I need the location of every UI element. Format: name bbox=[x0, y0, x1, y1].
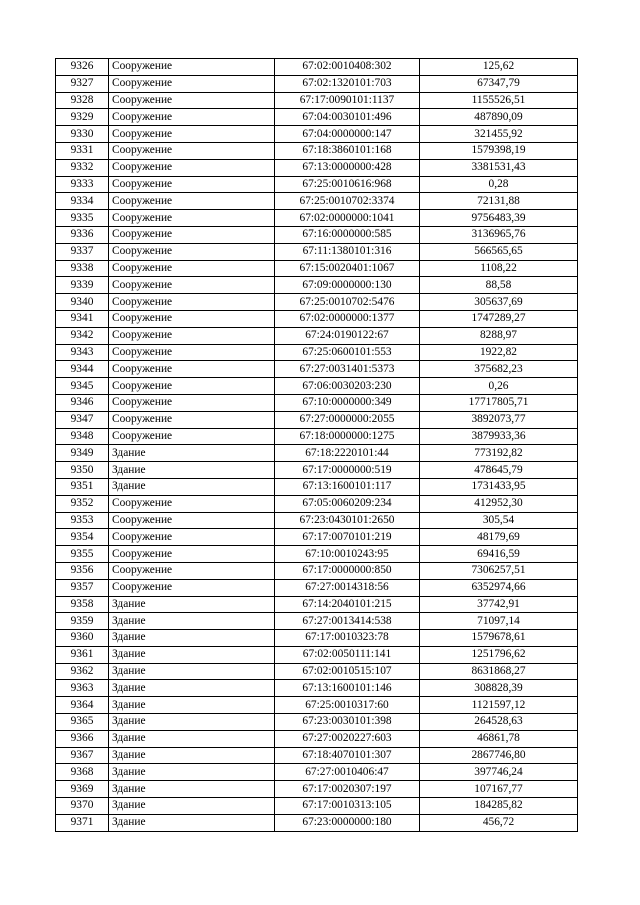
row-number-cell: 9355 bbox=[56, 546, 109, 563]
cadastral-value-cell: 308828,39 bbox=[420, 680, 578, 697]
cadastral-value-cell: 6352974,66 bbox=[420, 579, 578, 596]
table-row bbox=[56, 126, 578, 143]
object-type-cell: Сооружение bbox=[109, 260, 275, 277]
cadastral-number-cell: 67:02:0000000:1377 bbox=[275, 310, 420, 327]
cadastral-number-cell: 67:25:0010317:60 bbox=[275, 697, 420, 714]
row-number-cell: 9336 bbox=[56, 226, 109, 243]
table-row bbox=[56, 596, 578, 613]
cadastral-value-cell: 412952,30 bbox=[420, 495, 578, 512]
table-row bbox=[56, 462, 578, 479]
row-number-cell: 9364 bbox=[56, 697, 109, 714]
cadastral-number-cell: 67:27:0010406:47 bbox=[275, 764, 420, 781]
cadastral-number-cell: 67:27:0020227:603 bbox=[275, 730, 420, 747]
table-row bbox=[56, 378, 578, 395]
cadastral-value-cell: 8631868,27 bbox=[420, 663, 578, 680]
row-number-cell: 9338 bbox=[56, 260, 109, 277]
object-type-cell: Здание bbox=[109, 798, 275, 815]
row-number-cell: 9360 bbox=[56, 630, 109, 647]
object-type-cell: Здание bbox=[109, 630, 275, 647]
object-type-cell: Сооружение bbox=[109, 310, 275, 327]
row-number-cell: 9369 bbox=[56, 781, 109, 798]
cadastral-number-cell: 67:23:0000000:180 bbox=[275, 814, 420, 831]
cadastral-number-cell: 67:17:0010323:78 bbox=[275, 630, 420, 647]
cadastral-number-cell: 67:25:0010702:3374 bbox=[275, 193, 420, 210]
row-number-cell: 9330 bbox=[56, 126, 109, 143]
row-number-cell: 9328 bbox=[56, 92, 109, 109]
object-type-cell: Здание bbox=[109, 663, 275, 680]
cadastral-value-cell: 456,72 bbox=[420, 814, 578, 831]
table-row bbox=[56, 411, 578, 428]
cadastral-number-cell: 67:02:1320101:703 bbox=[275, 75, 420, 92]
table-row bbox=[56, 529, 578, 546]
cadastral-number-cell: 67:17:0020307:197 bbox=[275, 781, 420, 798]
cadastral-value-cell: 1251796,62 bbox=[420, 646, 578, 663]
cadastral-value-cell: 1108,22 bbox=[420, 260, 578, 277]
cadastral-number-cell: 67:17:0000000:519 bbox=[275, 462, 420, 479]
cadastral-number-cell: 67:13:1600101:146 bbox=[275, 680, 420, 697]
object-type-cell: Сооружение bbox=[109, 361, 275, 378]
row-number-cell: 9339 bbox=[56, 277, 109, 294]
cadastral-number-cell: 67:05:0060209:234 bbox=[275, 495, 420, 512]
cadastral-number-cell: 67:06:0030203:230 bbox=[275, 378, 420, 395]
object-type-cell: Здание bbox=[109, 596, 275, 613]
cadastral-number-cell: 67:17:0090101:1137 bbox=[275, 92, 420, 109]
table-row bbox=[56, 344, 578, 361]
table-row bbox=[56, 294, 578, 311]
cadastral-number-cell: 67:04:0000000:147 bbox=[275, 126, 420, 143]
object-type-cell: Здание bbox=[109, 814, 275, 831]
object-type-cell: Сооружение bbox=[109, 562, 275, 579]
cadastral-value-cell: 375682,23 bbox=[420, 361, 578, 378]
table-row bbox=[56, 428, 578, 445]
object-type-cell: Сооружение bbox=[109, 529, 275, 546]
cadastral-value-cell: 88,58 bbox=[420, 277, 578, 294]
cadastral-value-cell: 1731433,95 bbox=[420, 478, 578, 495]
table-row bbox=[56, 243, 578, 260]
object-type-cell: Здание bbox=[109, 613, 275, 630]
cadastral-value-cell: 305637,69 bbox=[420, 294, 578, 311]
cadastral-number-cell: 67:02:0010515:107 bbox=[275, 663, 420, 680]
object-type-cell: Сооружение bbox=[109, 75, 275, 92]
cadastral-number-cell: 67:27:0031401:5373 bbox=[275, 361, 420, 378]
cadastral-number-cell: 67:17:0000000:850 bbox=[275, 562, 420, 579]
table-row bbox=[56, 747, 578, 764]
cadastral-value-cell: 3892073,77 bbox=[420, 411, 578, 428]
cadastral-number-cell: 67:18:2220101:44 bbox=[275, 445, 420, 462]
row-number-cell: 9341 bbox=[56, 310, 109, 327]
cadastral-number-cell: 67:17:0010313:105 bbox=[275, 798, 420, 815]
row-number-cell: 9357 bbox=[56, 579, 109, 596]
cadastral-number-cell: 67:13:0000000:428 bbox=[275, 159, 420, 176]
object-type-cell: Здание bbox=[109, 462, 275, 479]
object-type-cell: Сооружение bbox=[109, 512, 275, 529]
object-type-cell: Сооружение bbox=[109, 495, 275, 512]
object-type-cell: Сооружение bbox=[109, 579, 275, 596]
cadastral-number-cell: 67:25:0600101:553 bbox=[275, 344, 420, 361]
cadastral-value-cell: 69416,59 bbox=[420, 546, 578, 563]
row-number-cell: 9348 bbox=[56, 428, 109, 445]
cadastral-value-cell: 487890,09 bbox=[420, 109, 578, 126]
cadastral-value-cell: 1579398,19 bbox=[420, 142, 578, 159]
cadastral-value-cell: 478645,79 bbox=[420, 462, 578, 479]
row-number-cell: 9347 bbox=[56, 411, 109, 428]
row-number-cell: 9368 bbox=[56, 764, 109, 781]
row-number-cell: 9365 bbox=[56, 714, 109, 731]
table-row bbox=[56, 562, 578, 579]
cadastral-value-cell: 397746,24 bbox=[420, 764, 578, 781]
row-number-cell: 9345 bbox=[56, 378, 109, 395]
table-row bbox=[56, 59, 578, 76]
object-type-cell: Здание bbox=[109, 714, 275, 731]
table-row bbox=[56, 680, 578, 697]
table-row bbox=[56, 109, 578, 126]
cadastral-value-cell: 17717805,71 bbox=[420, 394, 578, 411]
table-row bbox=[56, 546, 578, 563]
cadastral-value-cell: 305,54 bbox=[420, 512, 578, 529]
row-number-cell: 9344 bbox=[56, 361, 109, 378]
cadastral-value-cell: 125,62 bbox=[420, 59, 578, 76]
table-row bbox=[56, 75, 578, 92]
cadastral-value-cell: 1747289,27 bbox=[420, 310, 578, 327]
table-row bbox=[56, 814, 578, 831]
row-number-cell: 9349 bbox=[56, 445, 109, 462]
table-row bbox=[56, 613, 578, 630]
cadastral-value-cell: 773192,82 bbox=[420, 445, 578, 462]
object-type-cell: Сооружение bbox=[109, 159, 275, 176]
object-type-cell: Сооружение bbox=[109, 210, 275, 227]
cadastral-value-cell: 3136965,76 bbox=[420, 226, 578, 243]
cadastral-value-cell: 7306257,51 bbox=[420, 562, 578, 579]
object-type-cell: Здание bbox=[109, 781, 275, 798]
cadastral-number-cell: 67:23:0030101:398 bbox=[275, 714, 420, 731]
object-type-cell: Здание bbox=[109, 730, 275, 747]
table-row bbox=[56, 310, 578, 327]
cadastral-value-cell: 107167,77 bbox=[420, 781, 578, 798]
object-type-cell: Сооружение bbox=[109, 344, 275, 361]
cadastral-value-cell: 67347,79 bbox=[420, 75, 578, 92]
table-row bbox=[56, 798, 578, 815]
table-row bbox=[56, 764, 578, 781]
row-number-cell: 9335 bbox=[56, 210, 109, 227]
row-number-cell: 9352 bbox=[56, 495, 109, 512]
cadastral-number-cell: 67:10:0010243:95 bbox=[275, 546, 420, 563]
object-type-cell: Сооружение bbox=[109, 59, 275, 76]
table-row bbox=[56, 176, 578, 193]
table-row bbox=[56, 697, 578, 714]
cadastral-value-cell: 3879933,36 bbox=[420, 428, 578, 445]
cadastral-number-cell: 67:02:0010408:302 bbox=[275, 59, 420, 76]
table-row bbox=[56, 512, 578, 529]
cadastral-number-cell: 67:25:0010702:5476 bbox=[275, 294, 420, 311]
registry-table bbox=[55, 58, 578, 832]
cadastral-value-cell: 72131,88 bbox=[420, 193, 578, 210]
row-number-cell: 9340 bbox=[56, 294, 109, 311]
row-number-cell: 9343 bbox=[56, 344, 109, 361]
table-row bbox=[56, 445, 578, 462]
row-number-cell: 9371 bbox=[56, 814, 109, 831]
cadastral-number-cell: 67:27:0000000:2055 bbox=[275, 411, 420, 428]
row-number-cell: 9363 bbox=[56, 680, 109, 697]
table-row bbox=[56, 730, 578, 747]
row-number-cell: 9350 bbox=[56, 462, 109, 479]
table-row bbox=[56, 260, 578, 277]
row-number-cell: 9326 bbox=[56, 59, 109, 76]
cadastral-number-cell: 67:15:0020401:1067 bbox=[275, 260, 420, 277]
cadastral-number-cell: 67:17:0070101:219 bbox=[275, 529, 420, 546]
object-type-cell: Здание bbox=[109, 747, 275, 764]
cadastral-value-cell: 2867746,80 bbox=[420, 747, 578, 764]
cadastral-value-cell: 0,26 bbox=[420, 378, 578, 395]
object-type-cell: Сооружение bbox=[109, 92, 275, 109]
cadastral-value-cell: 48179,69 bbox=[420, 529, 578, 546]
cadastral-number-cell: 67:10:0000000:349 bbox=[275, 394, 420, 411]
cadastral-number-cell: 67:16:0000000:585 bbox=[275, 226, 420, 243]
cadastral-value-cell: 184285,82 bbox=[420, 798, 578, 815]
row-number-cell: 9353 bbox=[56, 512, 109, 529]
object-type-cell: Здание bbox=[109, 680, 275, 697]
cadastral-number-cell: 67:18:0000000:1275 bbox=[275, 428, 420, 445]
cadastral-value-cell: 9756483,39 bbox=[420, 210, 578, 227]
object-type-cell: Сооружение bbox=[109, 411, 275, 428]
row-number-cell: 9337 bbox=[56, 243, 109, 260]
table-row bbox=[56, 579, 578, 596]
row-number-cell: 9333 bbox=[56, 176, 109, 193]
object-type-cell: Здание bbox=[109, 445, 275, 462]
cadastral-value-cell: 37742,91 bbox=[420, 596, 578, 613]
table-row bbox=[56, 630, 578, 647]
table-row bbox=[56, 142, 578, 159]
cadastral-value-cell: 1155526,51 bbox=[420, 92, 578, 109]
cadastral-value-cell: 1922,82 bbox=[420, 344, 578, 361]
row-number-cell: 9370 bbox=[56, 798, 109, 815]
row-number-cell: 9361 bbox=[56, 646, 109, 663]
cadastral-value-cell: 566565,65 bbox=[420, 243, 578, 260]
row-number-cell: 9356 bbox=[56, 562, 109, 579]
cadastral-number-cell: 67:25:0010616:968 bbox=[275, 176, 420, 193]
cadastral-number-cell: 67:14:2040101:215 bbox=[275, 596, 420, 613]
cadastral-number-cell: 67:13:1600101:117 bbox=[275, 478, 420, 495]
table-row bbox=[56, 495, 578, 512]
row-number-cell: 9331 bbox=[56, 142, 109, 159]
row-number-cell: 9358 bbox=[56, 596, 109, 613]
table-row bbox=[56, 663, 578, 680]
cadastral-value-cell: 1121597,12 bbox=[420, 697, 578, 714]
table-row bbox=[56, 193, 578, 210]
table-row bbox=[56, 394, 578, 411]
object-type-cell: Здание bbox=[109, 697, 275, 714]
object-type-cell: Сооружение bbox=[109, 378, 275, 395]
object-type-cell: Сооружение bbox=[109, 243, 275, 260]
row-number-cell: 9334 bbox=[56, 193, 109, 210]
object-type-cell: Сооружение bbox=[109, 394, 275, 411]
row-number-cell: 9329 bbox=[56, 109, 109, 126]
object-type-cell: Здание bbox=[109, 478, 275, 495]
object-type-cell: Здание bbox=[109, 646, 275, 663]
registry-table-body bbox=[56, 59, 578, 832]
table-row bbox=[56, 159, 578, 176]
row-number-cell: 9359 bbox=[56, 613, 109, 630]
row-number-cell: 9362 bbox=[56, 663, 109, 680]
row-number-cell: 9342 bbox=[56, 327, 109, 344]
object-type-cell: Сооружение bbox=[109, 109, 275, 126]
table-row bbox=[56, 327, 578, 344]
row-number-cell: 9346 bbox=[56, 394, 109, 411]
row-number-cell: 9327 bbox=[56, 75, 109, 92]
table-row bbox=[56, 646, 578, 663]
object-type-cell: Сооружение bbox=[109, 176, 275, 193]
object-type-cell: Сооружение bbox=[109, 226, 275, 243]
table-row bbox=[56, 361, 578, 378]
cadastral-number-cell: 67:18:4070101:307 bbox=[275, 747, 420, 764]
cadastral-number-cell: 67:27:0013414:538 bbox=[275, 613, 420, 630]
cadastral-number-cell: 67:24:0190122:67 bbox=[275, 327, 420, 344]
cadastral-number-cell: 67:04:0030101:496 bbox=[275, 109, 420, 126]
cadastral-value-cell: 8288,97 bbox=[420, 327, 578, 344]
object-type-cell: Сооружение bbox=[109, 193, 275, 210]
object-type-cell: Сооружение bbox=[109, 126, 275, 143]
cadastral-value-cell: 321455,92 bbox=[420, 126, 578, 143]
cadastral-number-cell: 67:02:0050111:141 bbox=[275, 646, 420, 663]
cadastral-number-cell: 67:23:0430101:2650 bbox=[275, 512, 420, 529]
object-type-cell: Сооружение bbox=[109, 327, 275, 344]
cadastral-number-cell: 67:09:0000000:130 bbox=[275, 277, 420, 294]
object-type-cell: Сооружение bbox=[109, 277, 275, 294]
object-type-cell: Здание bbox=[109, 764, 275, 781]
cadastral-value-cell: 46861,78 bbox=[420, 730, 578, 747]
object-type-cell: Сооружение bbox=[109, 142, 275, 159]
cadastral-number-cell: 67:02:0000000:1041 bbox=[275, 210, 420, 227]
cadastral-value-cell: 71097,14 bbox=[420, 613, 578, 630]
cadastral-value-cell: 264528,63 bbox=[420, 714, 578, 731]
table-row bbox=[56, 226, 578, 243]
table-row bbox=[56, 92, 578, 109]
object-type-cell: Сооружение bbox=[109, 546, 275, 563]
table-row bbox=[56, 277, 578, 294]
object-type-cell: Сооружение bbox=[109, 294, 275, 311]
row-number-cell: 9366 bbox=[56, 730, 109, 747]
row-number-cell: 9351 bbox=[56, 478, 109, 495]
table-row bbox=[56, 210, 578, 227]
cadastral-number-cell: 67:27:0014318:56 bbox=[275, 579, 420, 596]
table-row bbox=[56, 478, 578, 495]
cadastral-value-cell: 3381531,43 bbox=[420, 159, 578, 176]
row-number-cell: 9354 bbox=[56, 529, 109, 546]
object-type-cell: Сооружение bbox=[109, 428, 275, 445]
table-row bbox=[56, 714, 578, 731]
row-number-cell: 9332 bbox=[56, 159, 109, 176]
cadastral-value-cell: 1579678,61 bbox=[420, 630, 578, 647]
row-number-cell: 9367 bbox=[56, 747, 109, 764]
table-row bbox=[56, 781, 578, 798]
cadastral-value-cell: 0,28 bbox=[420, 176, 578, 193]
cadastral-number-cell: 67:11:1380101:316 bbox=[275, 243, 420, 260]
cadastral-number-cell: 67:18:3860101:168 bbox=[275, 142, 420, 159]
